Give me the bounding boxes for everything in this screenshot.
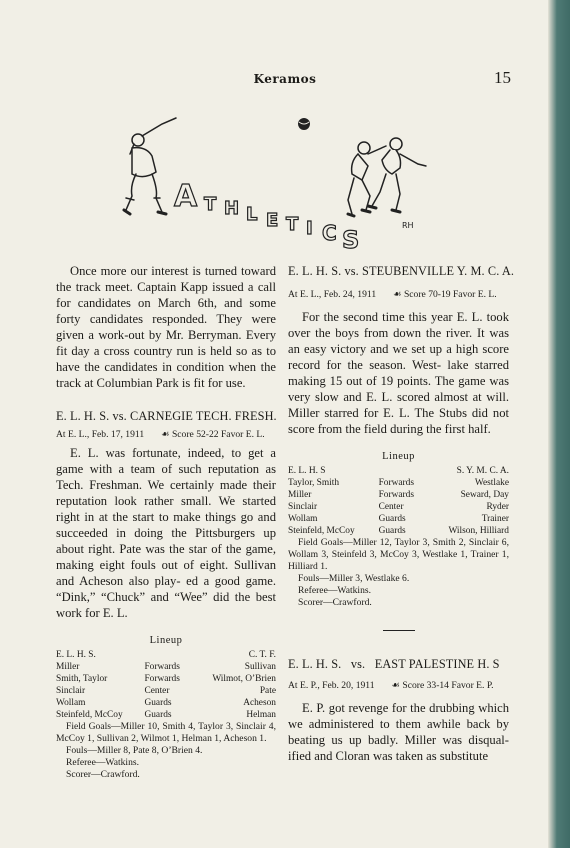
game1-section [56, 408, 276, 781]
table-row [56, 661, 276, 673]
lineup-cell: Wollam [56, 698, 86, 708]
game3-date: At E. P., Feb. 20, 1911 [288, 680, 375, 691]
game2-section [288, 263, 515, 609]
lineup-header-row [56, 649, 276, 661]
lineup-cell: Guards [378, 514, 406, 524]
game1-referee: Referee—Watkins. [66, 757, 140, 768]
svg-text:T: T [204, 194, 217, 215]
lineup-cell: Guards [378, 526, 406, 536]
game2-dateline [288, 287, 509, 303]
lineup-cell: Wilmot, O’Brien [212, 674, 276, 684]
lineup-cell: Taylor, Smith [288, 478, 340, 488]
lineup-cell: Wollam [288, 514, 318, 524]
lineup-cell: Forwards [144, 674, 180, 684]
game2-referee: Referee—Watkins. [298, 585, 372, 596]
lineup-cell: Acheson [243, 698, 276, 708]
ornament-icon: ☙ [391, 680, 400, 691]
game2-headline: E. L. H. S. vs. STEUBENVILLE Y. M. C. A. [288, 264, 515, 278]
lineup-cell: Steinfeld, McCoy [288, 526, 355, 536]
lineup-cell: Pate [259, 686, 276, 696]
table-row [56, 709, 276, 721]
game2-date: At E. L., Feb. 24, 1911 [288, 289, 377, 300]
lineup-cell: Sullivan [244, 662, 276, 672]
game3-headline: E. L. H. S. vs. EAST PALESTINE H. S [288, 657, 500, 671]
game2-paragraph: For the second time this year E. L. took over the boys from down the river. It was an easy victory and we set up a high score record for the season. West- lake starred making 15 out of 19 points. The game was very slow and E. L. scored almost at will. Miller starred for E. L. The Stubs did not score from the field during the first half. [288, 310, 509, 436]
page-number: 15 [494, 68, 511, 87]
table-row [288, 513, 509, 525]
lineup-cell: Steinfeld, McCoy [56, 710, 123, 720]
table-row [56, 673, 276, 685]
lineup-cell: Forwards [378, 478, 414, 488]
svg-text:L: L [246, 204, 258, 225]
lineup-cell: Seward, Day [460, 490, 509, 500]
right-players-figure [348, 138, 426, 216]
game1-score: Score 52-22 Favor E. L. [171, 429, 265, 440]
lineup-cell: Miller [56, 662, 80, 672]
lineup-cell [144, 649, 191, 661]
lineup-cell: Wilson, Hilliard [448, 526, 509, 536]
game2-fouls: Fouls—Miller 3, Westlake 6. [298, 573, 410, 584]
game1-field-goals: Field Goals—Miller 10, Smith 4, Taylor 3, Sinclair 4, McCoy 1, Sullivan 2, Wilmot 1, Helman 1, Acheson 1. [56, 721, 276, 744]
game2-score: Score 70-19 Favor E. L. [403, 289, 497, 300]
lineup-cell: Center [144, 686, 170, 696]
lineup-cell: S. Y. M. C. A. [456, 466, 509, 476]
game2-lineup-title: Lineup [382, 451, 415, 462]
ornament-icon: ☙ [160, 429, 170, 440]
game3-score: Score 33-14 Favor E. P. [402, 680, 494, 691]
lineup-cell: Ryder [486, 502, 509, 512]
table-row [56, 697, 276, 709]
book-edge [548, 0, 570, 848]
lineup-cell [379, 465, 427, 477]
athletics-lettering [174, 179, 359, 254]
svg-text:C: C [322, 221, 337, 245]
game2-field-goals: Field Goals—Miller 12, Taylor 3, Smith 2, Sinclair 6, Wollam 3, Steinfeld 3, McCoy 3, Westlake 1, Trainer 1, Hilliard 1. [288, 537, 509, 572]
lineup-cell: Trainer [481, 514, 509, 524]
athletics-illustration [96, 110, 456, 260]
game1-dateline [56, 427, 276, 443]
lineup-header-row [288, 465, 509, 477]
game1-lineup-table [56, 649, 276, 721]
game2-lineup-table [288, 465, 509, 537]
table-row [288, 525, 509, 537]
lineup-cell: Miller [288, 490, 312, 500]
lineup-cell: Westlake [474, 478, 509, 488]
lineup-cell: E. L. H. S [288, 466, 326, 476]
running-head: Keramos [253, 72, 317, 86]
game1-lineup-title: Lineup [149, 635, 183, 646]
ornament-icon: ☙ [392, 289, 402, 300]
svg-text:T: T [286, 214, 299, 235]
lineup-cell: Center [378, 502, 404, 512]
table-row [288, 489, 509, 501]
intro-paragraph: Once more our interest is turned toward the track meet. Captain Kapp issued a call for candidates on March 6th, and some forty candidates responded. They were given a work-out by Mr. Berryman. Every fit day a cross country run is held so as to have the candidates in condition when the track at Columbian Park is fit for use. [56, 264, 276, 390]
game3-paragraph: E. P. got revenge for the drubbing which we administered to them awhile back by beating us up badly. Miller was disqual- ified and Cloran was taken as substitute [288, 701, 509, 763]
left-column [56, 263, 276, 391]
game3-dateline [288, 678, 509, 694]
lineup-cell: E. L. H. S. [56, 650, 96, 660]
svg-text:I: I [306, 218, 313, 239]
game3-section [288, 656, 509, 764]
game1-headline: E. L. H. S. vs. CARNEGIE TECH. FRESH. [56, 409, 277, 423]
svg-text:H: H [224, 198, 240, 219]
game1-fouls: Fouls—Miller 8, Pate 8, O’Brien 4. [66, 745, 203, 756]
lineup-cell: C. T. F. [248, 650, 276, 660]
svg-text:S: S [342, 226, 360, 254]
table-row [288, 477, 509, 489]
lineup-cell: Smith, Taylor [56, 674, 108, 684]
svg-text:A: A [174, 179, 198, 214]
divider-rule [383, 630, 415, 631]
lineup-cell: Guards [144, 710, 172, 720]
table-row [288, 501, 509, 513]
left-player-figure [124, 118, 176, 214]
lineup-cell: Guards [144, 698, 172, 708]
lineup-cell: Sinclair [56, 686, 86, 696]
game1-date: At E. L., Feb. 17, 1911 [56, 429, 145, 440]
game1-scorer: Scorer—Crawford. [66, 769, 140, 780]
lineup-cell: Forwards [144, 662, 180, 672]
lineup-cell: Helman [246, 710, 276, 720]
section-divider [288, 630, 509, 631]
lineup-cell: Forwards [378, 490, 414, 500]
artist-monogram: RH [402, 221, 414, 230]
svg-text:E: E [266, 210, 279, 231]
table-row [56, 685, 276, 697]
game1-paragraph: E. L. was fortunate, indeed, to get a game with a team of such reputation as Tech. Freshman. We certainly made their reputation look rather small. We started right in at the start to make things go and succeeded in doing the Pittsburgers up about right. Pate was the star of the game, making eight fouls out of eight. Sullivan and Acheson also play- ed a good game. “Dink,” “Chuck” and “Wee” did the best work for E. L. [56, 446, 276, 620]
lineup-cell: Sinclair [288, 502, 318, 512]
game2-scorer: Scorer—Crawford. [298, 597, 372, 608]
